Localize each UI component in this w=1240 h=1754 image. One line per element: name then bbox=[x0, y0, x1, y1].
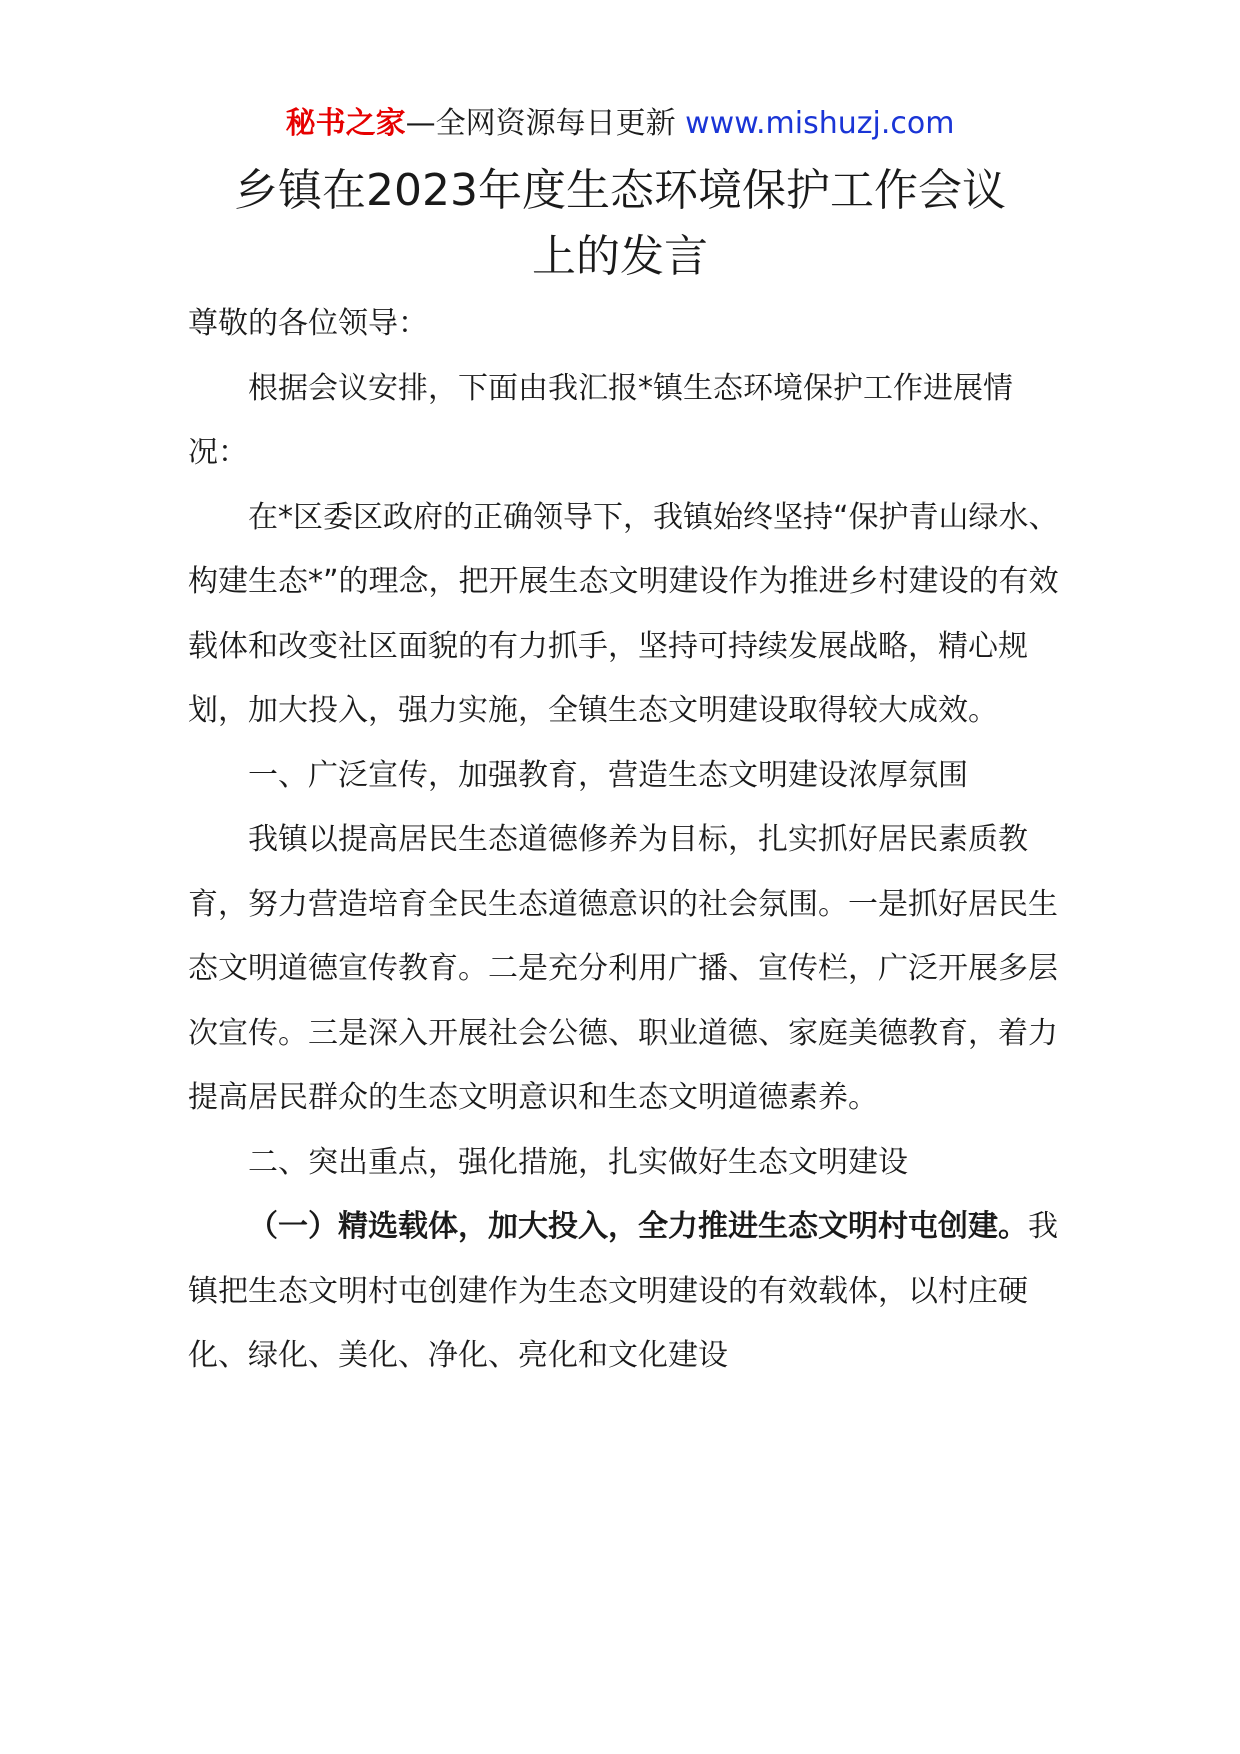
site-header bbox=[0, 100, 1240, 148]
document-title bbox=[160, 158, 1080, 290]
subsection-text: 我镇把生态文明村屯创建作为生态文明建设的有效载体，以村庄硬化、绿化、美化、净化、亮化和文化建设 bbox=[188, 1209, 1058, 1373]
header-slogan: —全网资源每日更新 bbox=[405, 106, 676, 141]
brand-name: 秘书之家 bbox=[285, 106, 406, 141]
paragraph-subsection-1 bbox=[188, 1195, 1068, 1389]
section-heading-2: 二、突出重点，强化措施，扎实做好生态文明建设 bbox=[248, 1144, 908, 1180]
salutation: 尊敬的各位领导： bbox=[188, 306, 428, 341]
subsection-heading-bold: （一）精选载体，加大投入，全力推进生态文明村屯创建。 bbox=[248, 1209, 1028, 1244]
site-url-link[interactable]: www.mishuzj.com bbox=[685, 106, 955, 141]
paragraph-overview: 在*区委区政府的正确领导下，我镇始终坚持“保护青山绿水、构建生态*”的理念，把开展生态文明建设作为推进乡村建设的有效载体和改变社区面貌的有力抓手，坚持可持续发展战略，精心规划，加大投入，强力实施，全镇生态文明建设取得较大成效。 bbox=[188, 499, 1059, 728]
document-body bbox=[188, 292, 1068, 1389]
section-heading-1: 一、广泛宣传，加强教育，营造生态文明建设浓厚氛围 bbox=[248, 757, 968, 793]
paragraph-education: 我镇以提高居民生态道德修养为目标，扎实抓好居民素质教育，努力营造培育全民生态道德意识的社会氛围。一是抓好居民生态文明道德宣传教育。二是充分利用广播、宣传栏，广泛开展多层次宣传。三是深入开展社会公德、职业道德、家庭美德教育，着力提高居民群众的生态文明意识和生态文明道德素养。 bbox=[188, 822, 1058, 1115]
title-line-2: 上的发言 bbox=[532, 231, 708, 282]
title-line-1: 乡镇在2023年度生态环境保护工作会议 bbox=[234, 165, 1006, 216]
paragraph-intro: 根据会议安排，下面由我汇报*镇生态环境保护工作进展情况： bbox=[188, 370, 1013, 470]
